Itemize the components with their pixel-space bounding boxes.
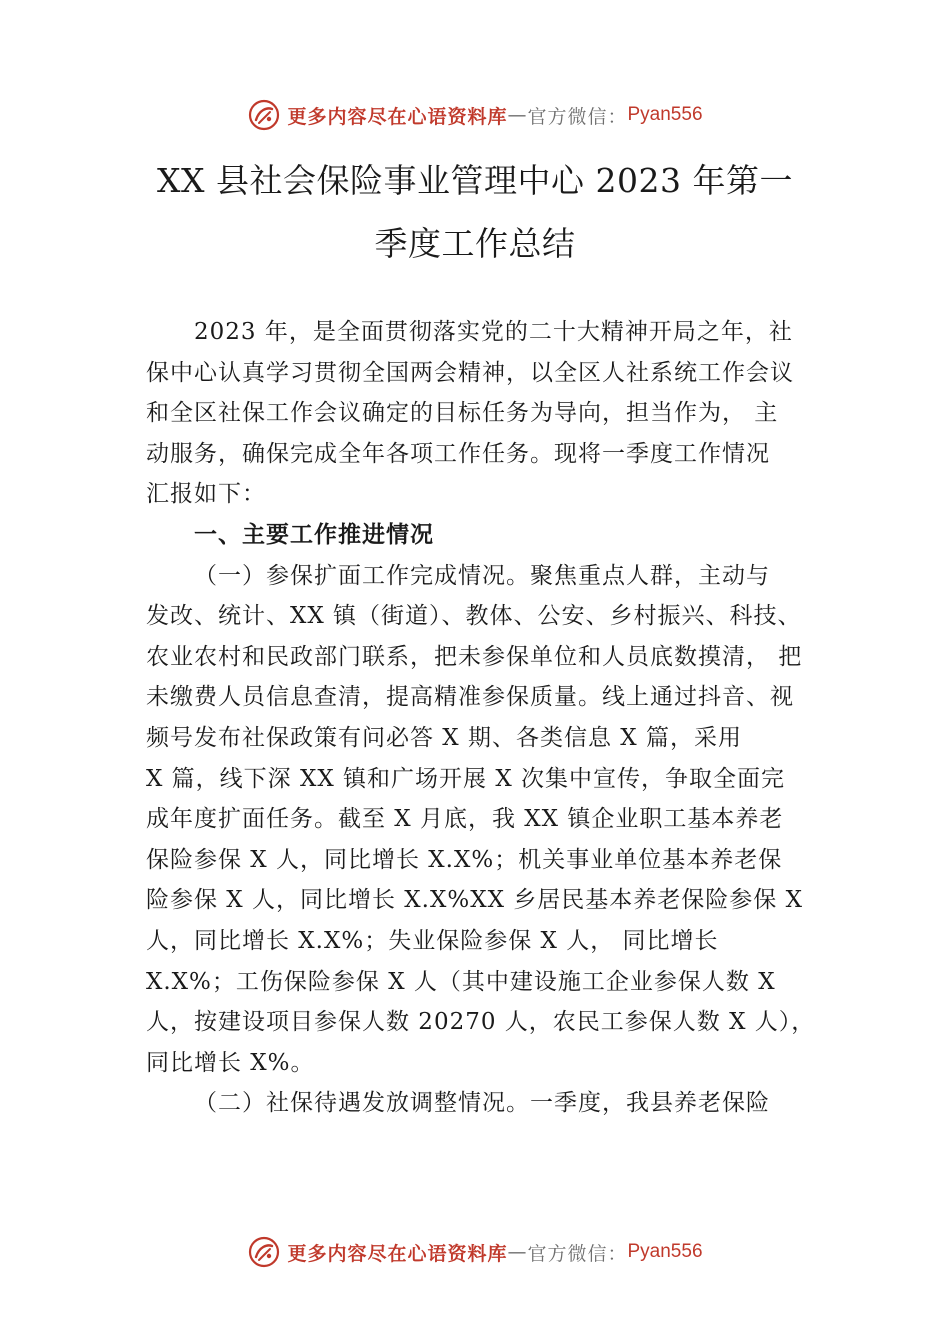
- watermark-wechat-id: Pyan556: [627, 1241, 703, 1262]
- body-line: 汇报如下：: [146, 481, 266, 508]
- body-line: 成年度扩面任务。截至 X 月底，我 XX 镇企业职工基本养老: [146, 806, 784, 833]
- subsection-line: （二）社保待遇发放调整情况。一季度，我县养老保险: [194, 1090, 770, 1117]
- watermark-banner-bottom: [0, 1232, 950, 1272]
- body-line: 保险参保 X 人，同比增长 X.X%；机关事业单位基本养老保: [146, 846, 783, 873]
- watermark-separator: —: [507, 104, 528, 126]
- subsection-line: （一）参保扩面工作完成情况。聚焦重点人群，主动与: [194, 562, 770, 589]
- body-line: 发改、统计、XX 镇（街道）、教体、公安、乡村振兴、科技、: [146, 603, 802, 630]
- body-line: 保中心认真学习贯彻全国两会精神，以全区人社系统工作会议: [146, 359, 794, 386]
- document-title-line1: XX 县社会保险事业管理中心 2023 年第一: [157, 161, 793, 200]
- body-line: 农业农村和民政部门联系，把未参保单位和人员底数摸清， 把: [146, 643, 803, 670]
- body-line: 同比增长 X%。: [146, 1049, 315, 1076]
- body-line: 2023 年，是全面贯彻落实党的二十大精神开局之年，社: [194, 319, 793, 345]
- document-title-line2: 季度工作总结: [374, 224, 576, 263]
- calligraphy-logo-icon: [247, 98, 281, 132]
- calligraphy-logo-icon: [247, 1235, 281, 1269]
- body-line: 未缴费人员信息查清，提高精准参保质量。线上通过抖音、视: [146, 684, 794, 711]
- body-line: 人，按建设项目参保人数 20270 人，农民工参保人数 X 人），: [146, 1009, 816, 1036]
- watermark-wechat-id: Pyan556: [627, 104, 703, 125]
- watermark-gray-text: 官方微信：: [527, 105, 628, 128]
- watermark-banner-top: [0, 95, 950, 135]
- body-line: 和全区社保工作会议确定的目标任务为导向，担当作为， 主: [146, 400, 779, 427]
- watermark-red-text: 更多内容尽在心语资料库: [287, 105, 508, 128]
- body-line: 人，同比增长 X.X%；失业保险参保 X 人， 同比增长: [146, 927, 719, 954]
- watermark-gray-text: 官方微信：: [527, 1242, 628, 1265]
- watermark-separator: —: [507, 1241, 528, 1263]
- body-line: X 篇，线下深 XX 镇和广场开展 X 次集中宣传，争取全面完: [146, 765, 786, 792]
- section-heading: 一、主要工作推进情况: [194, 521, 434, 548]
- body-line: 险参保 X 人，同比增长 X.X%XX 乡居民基本养老保险参保 X: [146, 887, 803, 914]
- body-line: X.X%；工伤保险参保 X 人（其中建设施工企业参保人数 X: [146, 968, 776, 995]
- body-line: 频号发布社保政策有问必答 X 期、各类信息 X 篇，采用: [146, 724, 742, 751]
- watermark-red-text: 更多内容尽在心语资料库: [287, 1242, 508, 1265]
- document-body: [146, 312, 814, 1124]
- body-line: 动服务，确保完成全年各项工作任务。现将一季度工作情况: [146, 440, 770, 467]
